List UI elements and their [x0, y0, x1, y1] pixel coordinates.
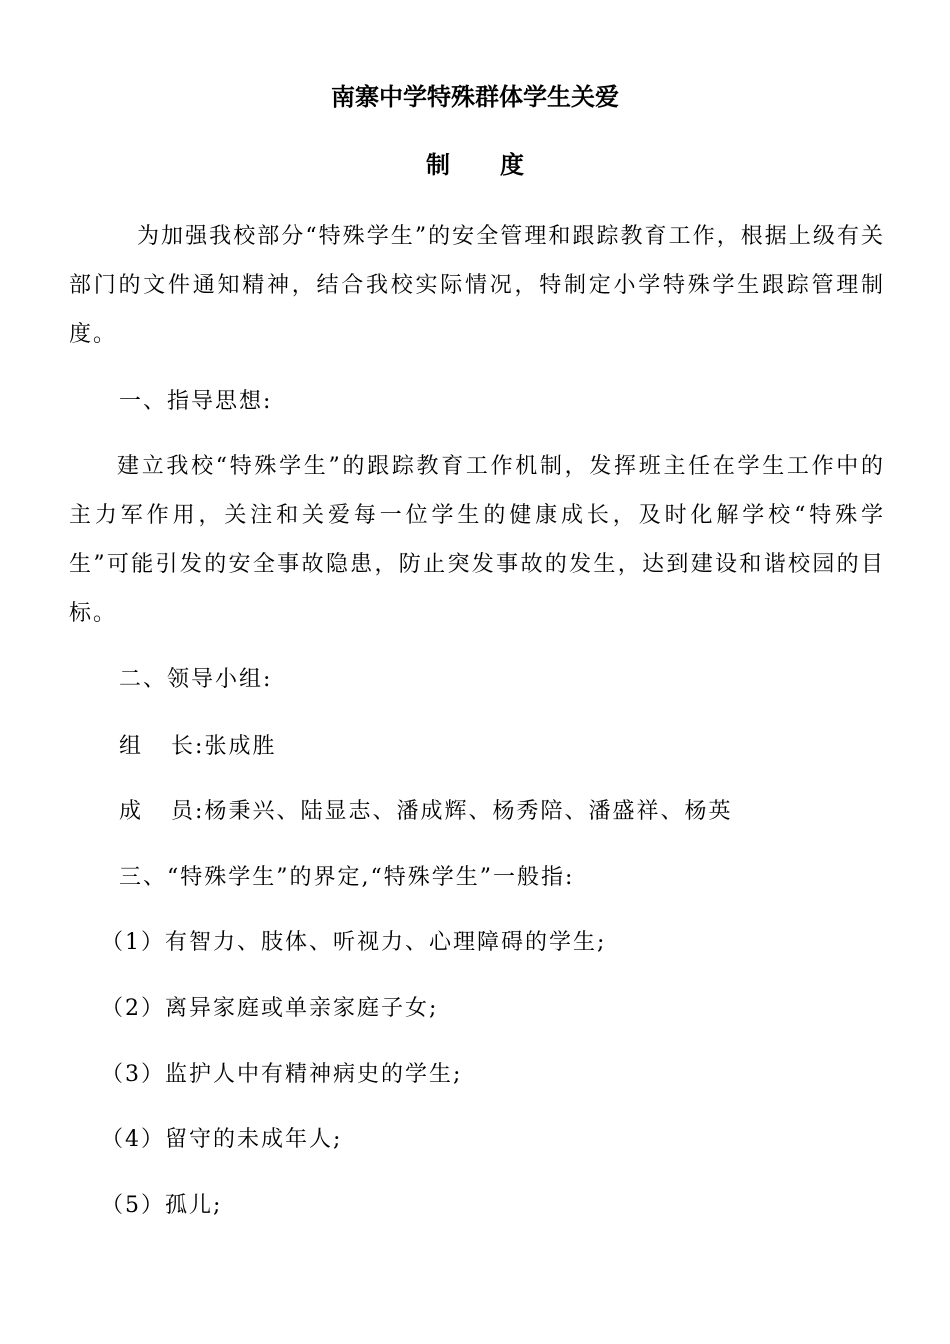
list-item: （3）监护人中有精神病史的学生;: [101, 1062, 463, 1087]
members-label-b: 员:: [171, 799, 205, 824]
subtitle-char-1: 制: [426, 150, 450, 179]
leader-label-b: 长:: [171, 734, 205, 759]
subtitle-char-2: 度: [500, 150, 524, 179]
document-title: 南寨中学特殊群体学生关爱: [331, 82, 619, 111]
list-item: （5）孤儿;: [101, 1193, 223, 1218]
intro-paragraph: 为加强我校部分“特殊学生”的安全管理和跟踪教育工作，根据上级有关部门的文件通知精神，结合我校实际情况，特制定小学特殊学生跟踪管理制度。: [69, 224, 885, 347]
members-row: [119, 796, 732, 828]
section1-body: 建立我校“特殊学生”的跟踪教育工作机制，发挥班主任在学生工作中的主力军作用，关注和关爱每一位学生的健康成长，及时化解学校“特殊学生”可能引发的安全事故隐患，防止突发事故的发生，达到建设和谐校园的目标。: [69, 454, 885, 626]
list-item: （2）离异家庭或单亲家庭子女;: [101, 996, 439, 1021]
section2-heading: 二、领导小组:: [119, 667, 273, 692]
section1-heading: 一、指导思想:: [119, 389, 273, 414]
document-subtitle: [0, 149, 950, 181]
leader-name: 张成胜: [204, 734, 277, 759]
list-item: （1）有智力、肢体、听视力、心理障碍的学生;: [101, 930, 607, 955]
leader-row: [119, 731, 276, 763]
section3-heading: 三、“特殊学生”的界定,“特殊学生”一般指:: [119, 865, 575, 890]
members-names: 杨秉兴、陆显志、潘成辉、杨秀陪、潘盛祥、杨英: [204, 799, 733, 824]
leader-label-a: 组: [119, 734, 144, 759]
members-label-a: 成: [119, 799, 144, 824]
list-item: （4）留守的未成年人;: [101, 1127, 343, 1152]
